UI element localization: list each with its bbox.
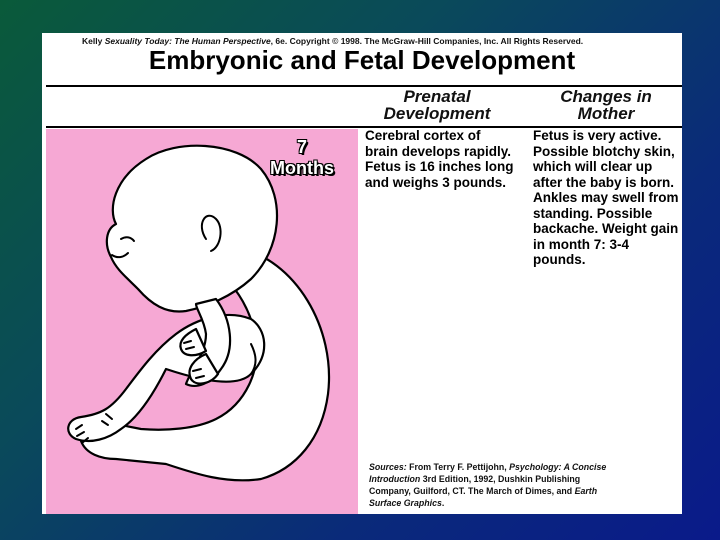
slide bbox=[42, 33, 682, 514]
sources-graphics: Earth Surface Graphics bbox=[369, 486, 598, 508]
sources-book: Psychology: A Concise Introduction bbox=[369, 462, 607, 484]
stage-unit: Months bbox=[270, 158, 334, 178]
prenatal-description: Cerebral cortex of brain develops rapidly. Fetus is 16 inches long and weighs 3 pounds. bbox=[365, 128, 514, 190]
stage-number: 7 bbox=[296, 137, 307, 157]
sources-details: 3rd Edition, 1992, Dushkin Publishing Company, Guilford, CT. The March of Dimes, and bbox=[369, 474, 581, 496]
prenatal-column-header: Prenatal Development bbox=[383, 87, 491, 123]
fetus-illustration bbox=[46, 129, 358, 514]
mother-column-header: Changes in Mother bbox=[560, 87, 652, 123]
sources-from: From Terry F. Pettijohn, bbox=[409, 462, 507, 472]
stage-label bbox=[252, 137, 352, 179]
credit-book: Sexuality Today: The Human Perspective bbox=[104, 36, 271, 46]
sources-label: Sources: bbox=[369, 462, 407, 472]
credit-author: Kelly bbox=[82, 36, 103, 46]
page-title: Embryonic and Fetal Development bbox=[148, 45, 576, 75]
sources-note bbox=[369, 461, 614, 509]
credit-rest: , 6e. Copyright © 1998. The McGraw-Hill Companies, Inc. All Rights Reserved. bbox=[270, 36, 584, 46]
mother-description: Fetus is very active. Possible blotchy skin, which will clear up after the baby is born. Ankles may swell from standing. Possible backache. Weight gain in month 7: 3-4 pounds. bbox=[533, 128, 679, 267]
sources-end: . bbox=[441, 498, 445, 508]
